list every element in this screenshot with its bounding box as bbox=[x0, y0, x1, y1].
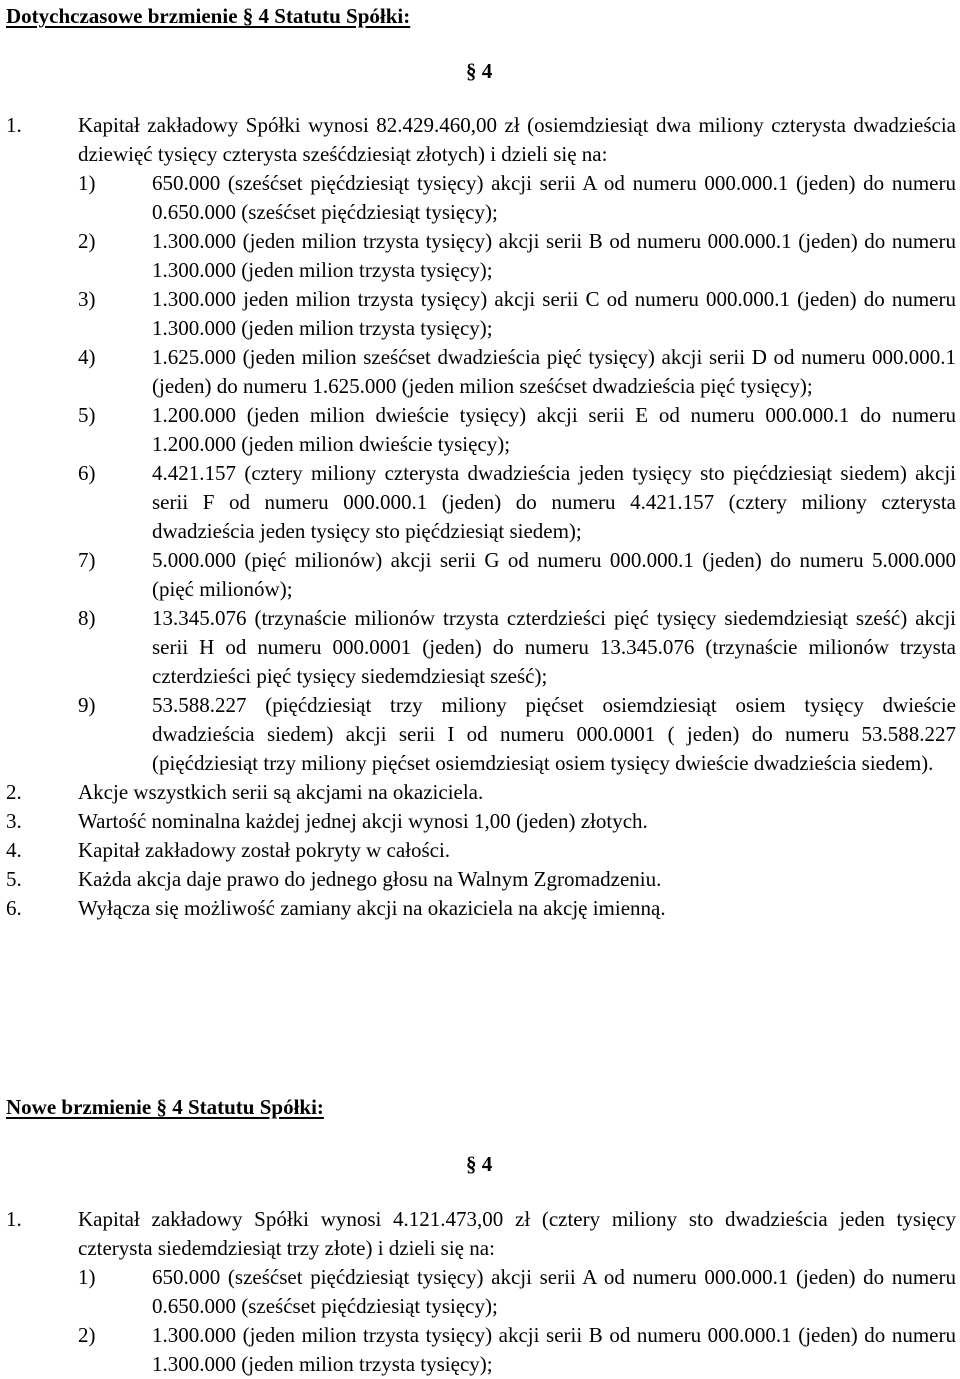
old-item-text: Każda akcja daje prawo do jednego głosu na Walnym Zgromadzeniu. bbox=[78, 867, 662, 891]
old-item-4 bbox=[0, 836, 960, 865]
new-item-1-text: Kapitał zakładowy Spółki wynosi 4.121.473,00 zł (cztery miliony sto dwadzieścia jeden tysięcy czterysta siedemdziesiąt trzy złote) i dzieli się na: bbox=[78, 1207, 956, 1260]
old-subitem-9 bbox=[0, 691, 960, 778]
old-subitem-text: 650.000 (sześćset pięćdziesiąt tysięcy) akcji serii A od numeru 000.000.1 (jeden) do numeru 0.650.000 (sześćset pięćdziesiąt tysięcy); bbox=[152, 171, 956, 224]
old-subitem-number: 1) bbox=[78, 171, 96, 195]
new-subitem-text: 1.300.000 (jeden milion trzysta tysięcy) akcji serii B od numeru 000.000.1 (jeden) do numeru 1.300.000 (jeden milion trzysta tysięcy); bbox=[152, 1323, 956, 1376]
old-item-number: 4. bbox=[6, 838, 22, 862]
old-subitem-number: 9) bbox=[78, 693, 96, 717]
old-item-1-text: Kapitał zakładowy Spółki wynosi 82.429.460,00 zł (osiemdziesiąt dwa miliony czterysta dwadzieścia dziewięć tysięcy czterysta sześćdziesiąt złotych) i dzieli się na: bbox=[78, 113, 956, 166]
new-item-1 bbox=[0, 1205, 960, 1263]
old-item-3 bbox=[0, 807, 960, 836]
old-item-1-number: 1. bbox=[6, 113, 22, 137]
old-item-number: 6. bbox=[6, 896, 22, 920]
old-item-number: 3. bbox=[6, 809, 22, 833]
old-subitem-text: 5.000.000 (pięć milionów) akcji serii G od numeru 000.000.1 (jeden) do numeru 5.000.000 (pięć milionów); bbox=[152, 548, 956, 601]
new-section-sign: § 4 bbox=[466, 1152, 493, 1176]
new-subitem-number: 2) bbox=[78, 1323, 96, 1347]
old-subitem-number: 2) bbox=[78, 229, 96, 253]
old-subitem-1 bbox=[0, 169, 960, 227]
old-item-number: 5. bbox=[6, 867, 22, 891]
old-section-sign: § 4 bbox=[466, 59, 493, 83]
old-subitem-text: 1.300.000 (jeden milion trzysta tysięcy) akcji serii B od numeru 000.000.1 (jeden) do numeru 1.300.000 (jeden milion trzysta tysięcy); bbox=[152, 229, 956, 282]
old-item-1 bbox=[0, 111, 960, 169]
old-subitem-number: 8) bbox=[78, 606, 96, 630]
new-item-1-number: 1. bbox=[6, 1207, 22, 1231]
old-subitem-number: 3) bbox=[78, 287, 96, 311]
new-heading: Nowe brzmienie § 4 Statutu Spółki: bbox=[6, 1095, 324, 1119]
old-item-text: Akcje wszystkich serii są akcjami na okaziciela. bbox=[78, 780, 484, 804]
old-subitem-text: 53.588.227 (pięćdziesiąt trzy miliony pięćset osiemdziesiąt osiem tysięcy dwieście dwadzieścia siedem) akcji serii I od numeru 000.0001 ( jeden) do numeru 53.588.227 (pięćdziesiąt trzy miliony pięćset osiemdziesiąt osiem tysięcy dwieście dwadzieścia siedem). bbox=[152, 693, 956, 775]
old-item-6 bbox=[0, 894, 960, 923]
old-heading: Dotychczasowe brzmienie § 4 Statutu Spółki: bbox=[6, 4, 411, 28]
old-subitem-text: 1.300.000 jeden milion trzysta tysięcy) akcji serii C od numeru 000.000.1 (jeden) do numeru 1.300.000 (jeden milion trzysta tysięcy); bbox=[152, 287, 956, 340]
old-subitem-number: 4) bbox=[78, 345, 96, 369]
old-item-5 bbox=[0, 865, 960, 894]
old-item-text: Wartość nominalna każdej jednej akcji wynosi 1,00 (jeden) złotych. bbox=[78, 809, 648, 833]
new-subitem-text: 650.000 (sześćset pięćdziesiąt tysięcy) akcji serii A od numeru 000.000.1 (jeden) do numeru 0.650.000 (sześćset pięćdziesiąt tysięcy); bbox=[152, 1265, 956, 1318]
old-subitem-text: 1.625.000 (jeden milion sześćset dwadzieścia pięć tysięcy) akcji serii D od numeru 000.000.1 (jeden) do numeru 1.625.000 (jeden milion sześćset dwadzieścia pięć tysięcy); bbox=[152, 345, 956, 398]
old-item-text: Kapitał zakładowy został pokryty w całości. bbox=[78, 838, 451, 862]
old-subitem-8 bbox=[0, 604, 960, 691]
old-subitem-7 bbox=[0, 546, 960, 604]
old-subitem-text: 1.200.000 (jeden milion dwieście tysięcy) akcji serii E od numeru 000.000.1 do numeru 1.200.000 (jeden milion dwieście tysięcy); bbox=[152, 403, 956, 456]
old-list bbox=[0, 111, 960, 923]
old-subitem-3 bbox=[0, 285, 960, 343]
old-subitem-number: 7) bbox=[78, 548, 96, 572]
old-subitem-2 bbox=[0, 227, 960, 285]
old-item-2 bbox=[0, 778, 960, 807]
new-list bbox=[0, 1205, 960, 1379]
new-subitem-1 bbox=[0, 1263, 960, 1321]
new-subitem-number: 1) bbox=[78, 1265, 96, 1289]
old-subitem-text: 13.345.076 (trzynaście milionów trzysta czterdzieści pięć tysięcy siedemdziesiąt sześć) akcji serii H od numeru 000.0001 (jeden) do numeru 13.345.076 (trzynaście milionów trzysta czterdzieści pięć tysięcy siedemdziesiąt sześć); bbox=[152, 606, 956, 688]
old-subitem-6 bbox=[0, 459, 960, 546]
old-item-text: Wyłącza się możliwość zamiany akcji na okaziciela na akcję imienną. bbox=[78, 896, 666, 920]
old-subitem-number: 6) bbox=[78, 461, 96, 485]
old-subitem-5 bbox=[0, 401, 960, 459]
old-subitem-4 bbox=[0, 343, 960, 401]
old-subitem-text: 4.421.157 (cztery miliony czterysta dwadzieścia jeden tysięcy sto pięćdziesiąt siedem) akcji serii F od numeru 000.000.1 (jeden) do numeru 4.421.157 (cztery miliony czterysta dwadzieścia jeden tysięcy sto pięćdziesiąt siedem); bbox=[152, 461, 956, 543]
old-subitem-number: 5) bbox=[78, 403, 96, 427]
new-subitem-2 bbox=[0, 1321, 960, 1379]
old-item-number: 2. bbox=[6, 780, 22, 804]
